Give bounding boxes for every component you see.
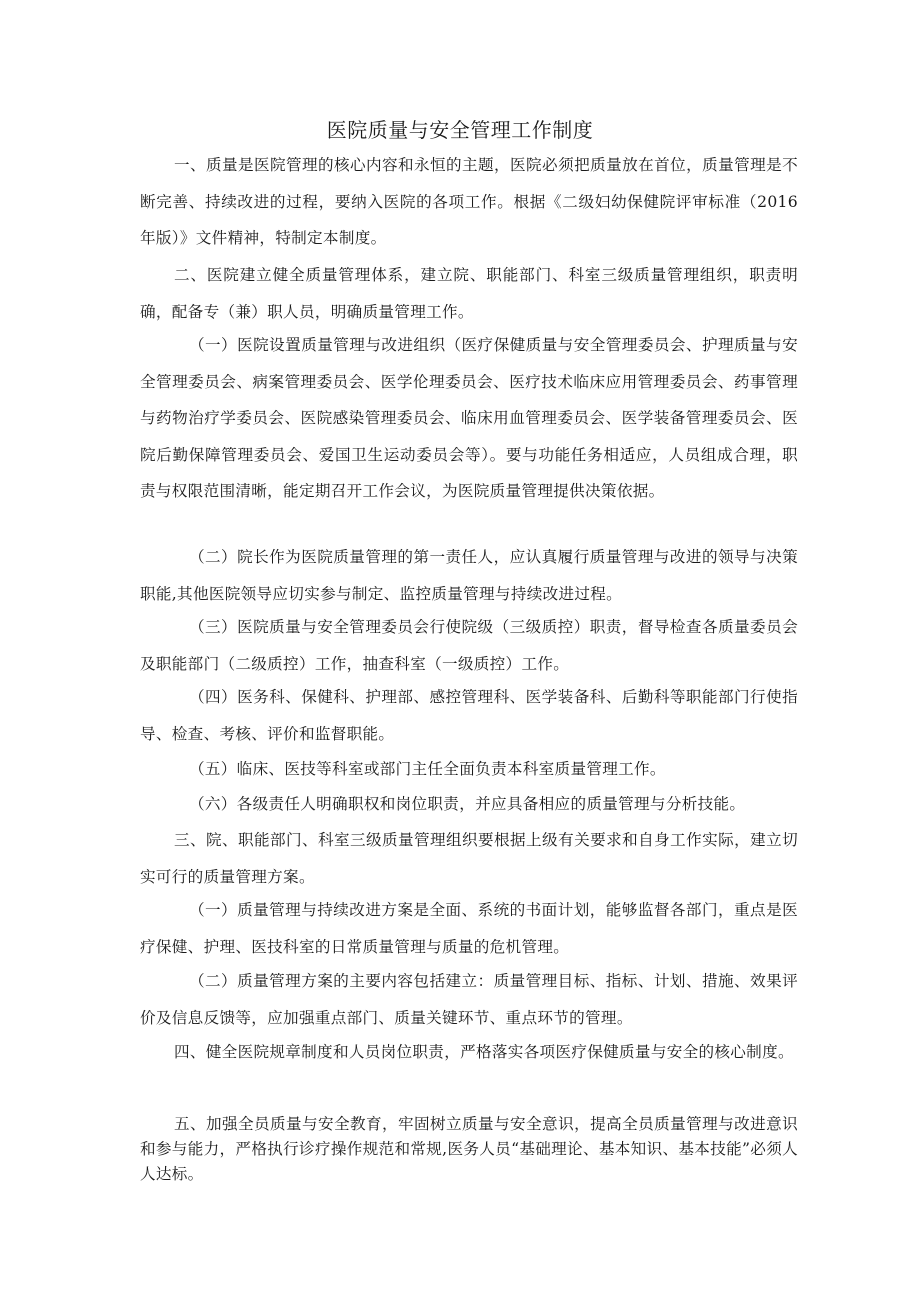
paragraph-3-1: （一）质量管理与持续改进方案是全面、系统的书面计划，能够监督各部门，重点是医疗保健、护理、医技科室的日常质量管理与质量的危机管理。 (140, 901, 798, 956)
paragraph-2-2: （二）院长作为医院质量管理的第一责任人，应认真履行质量管理与改进的领导与决策职能,其他医院领导应切实参与制定、监控质量管理与持续改进过程。 (140, 548, 798, 603)
paragraph-1: 一、质量是医院管理的核心内容和永恒的主题，医院必须把质量放在首位，质量管理是不断完善、持续改进的过程，要纳入医院的各项工作。根据《二级妇幼保健院评审标准（2016年版）》文件精神，特制定本制度。 (140, 156, 798, 247)
paragraph-2-6: （六）各级责任人明确职权和岗位职责，并应具备相应的质量管理与分析技能。 (189, 795, 746, 813)
paragraph-5: 五、加强全员质量与安全教育，牢固树立质量与安全意识，提高全员质量管理与改进意识和参与能力，严格执行诊疗操作规范和常规,医务人员“基础理论、基本知识、基本技能”必须人人达标。 (140, 1115, 798, 1183)
document-title: 医院质量与安全管理工作制度 (326, 118, 594, 142)
paragraph-2-4: （四）医务科、保健科、护理部、感控管理科、医学装备科、后勤科等职能部门行使指导、检查、考核、评价和监督职能。 (140, 688, 798, 743)
paragraph-3-2: （二）质量管理方案的主要内容包括建立：质量管理目标、指标、计划、措施、效果评价及信息反馈等，应加强重点部门、质量关键环节、重点环节的管理。 (140, 972, 798, 1027)
paragraph-2-3: （三）医院质量与安全管理委员会行使院级（三级质控）职责，督导检查各质量委员会及职能部门（二级质控）工作，抽查科室（一级质控）工作。 (140, 618, 798, 673)
paragraph-2-5: （五）临床、医技等科室或部门主任全面负责本科室质量管理工作。 (189, 760, 666, 778)
paragraph-2-1: （一）医院设置质量管理与改进组织（医疗保健质量与安全管理委员会、护理质量与安全管理委员会、病案管理委员会、医学伦理委员会、医疗技术临床应用管理委员会、药事管理与药物治疗学委员会、医院感染管理委员会、临床用血管理委员会、医学装备管理委员会、医院后勤保障管理委员会、爱国卫生运动委员会等）。要与功能任务相适应，人员组成合理，职责与权限范围清晰，能定期召开工作会议，为医院质量管理提供决策依据。 (140, 336, 798, 500)
paragraph-3: 三、院、职能部门、科室三级质量管理组织要根据上级有关要求和自身工作实际，建立切实可行的质量管理方案。 (140, 831, 798, 886)
paragraph-4: 四、健全医院规章制度和人员岗位职责，严格落实各项医疗保健质量与安全的核心制度。 (174, 1043, 794, 1061)
paragraph-2: 二、医院建立健全质量管理体系，建立院、职能部门、科室三级质量管理组织，职责明确，配备专（兼）职人员，明确质量管理工作。 (140, 266, 798, 321)
